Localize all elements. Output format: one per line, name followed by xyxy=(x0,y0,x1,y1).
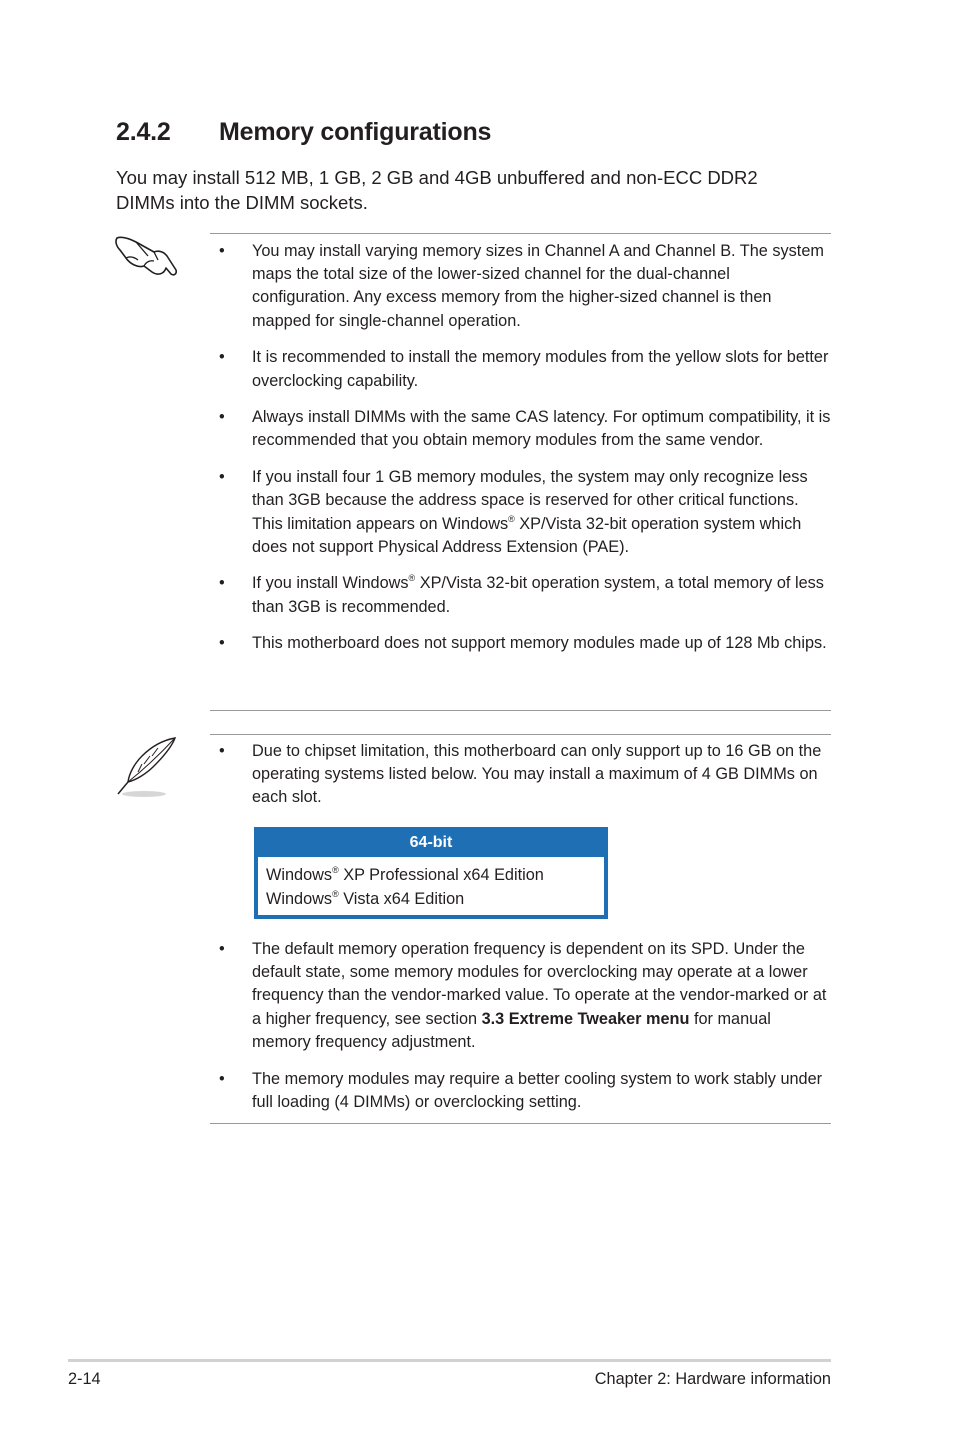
bullet: • xyxy=(219,742,225,760)
quill-list-top xyxy=(211,740,831,823)
bullet: • xyxy=(219,468,225,487)
note-top-rule xyxy=(210,233,831,234)
note-item: • If you install Windows® XP/Vista 32-bit operation system, a total memory of less than 3GB is recommended. xyxy=(219,573,824,616)
quill-top-rule xyxy=(210,734,831,735)
os-table-header: 64-bit xyxy=(409,834,453,851)
bullet: • xyxy=(219,348,225,367)
quill-item: • Due to chipset limitation, this motherboard can only support up to 16 GB on the operating systems listed below. You may install a maximum of 4 GB DIMMs on each slot. xyxy=(219,742,822,807)
quill-pen-icon xyxy=(112,734,182,800)
os-table-row: Windows® Vista x64 Edition xyxy=(266,889,465,908)
note-item: • You may install varying memory sizes in Channel A and Channel B. The system maps the total size of the lower-sized channel for the dual-channel configuration. Any excess memory from the higher-sized channel is then mapped for single-channel operation. xyxy=(219,242,824,330)
note-item: • This motherboard does not support memory modules made up of 128 Mb chips. xyxy=(211,632,831,655)
intro-paragraph: You may install 512 MB, 1 GB, 2 GB and 4GB unbuffered and non-ECC DDR2 DIMMs into the DIMM sockets. xyxy=(116,167,758,213)
note-item: • If you install four 1 GB memory modules, the system may only recognize less than 3GB because the address space is reserved for other critical functions. This limitation appears on Windows® XP/Vista 32-bit operation system which does not support Physical Address Extension (PAE). xyxy=(219,468,808,556)
hand-pointing-icon xyxy=(114,230,180,280)
quill-list-bottom xyxy=(211,938,831,1127)
os-table-body xyxy=(258,857,604,915)
section-number: 2.4.2 xyxy=(116,118,171,146)
bullet: • xyxy=(219,634,225,653)
bullet: • xyxy=(219,242,225,260)
section-title: Memory configurations xyxy=(219,118,492,146)
section-reference: 3.3 Extreme Tweaker menu xyxy=(481,1009,690,1028)
note-item: • It is recommended to install the memory modules from the yellow slots for better overclocking capability. xyxy=(219,348,829,390)
bullet: • xyxy=(219,574,225,593)
note-item: • Always install DIMMs with the same CAS latency. For optimum compatibility, it is recommended that you obtain memory modules from the same vendor. xyxy=(219,408,831,450)
footer-rule xyxy=(68,1359,831,1362)
section-heading xyxy=(116,118,491,147)
quill-item: • The default memory operation frequency is dependent on its SPD. Under the default state, some memory modules for overclocking may operate at a lower frequency than the vendor-marked value. To operate at the vendor-marked or at a higher frequency, see section 3.3 Extreme Tweaker menu for manual memory frequency adjustment. xyxy=(219,940,827,1051)
bullet: • xyxy=(219,1069,225,1088)
bullet: • xyxy=(219,408,225,427)
note-bottom-rule xyxy=(210,710,831,711)
os-table-row: Windows® XP Professional x64 Edition xyxy=(266,865,544,884)
note-list xyxy=(211,240,831,669)
quill-bottom-rule xyxy=(210,1123,831,1124)
bullet: • xyxy=(219,940,225,958)
chapter-title: Chapter 2: Hardware information xyxy=(594,1370,831,1388)
os-support-table xyxy=(254,827,608,919)
page-number: 2-14 xyxy=(68,1370,101,1388)
quill-item: • The memory modules may require a better cooling system to work stably under full loading (4 DIMMs) or overclocking setting. xyxy=(219,1069,823,1111)
